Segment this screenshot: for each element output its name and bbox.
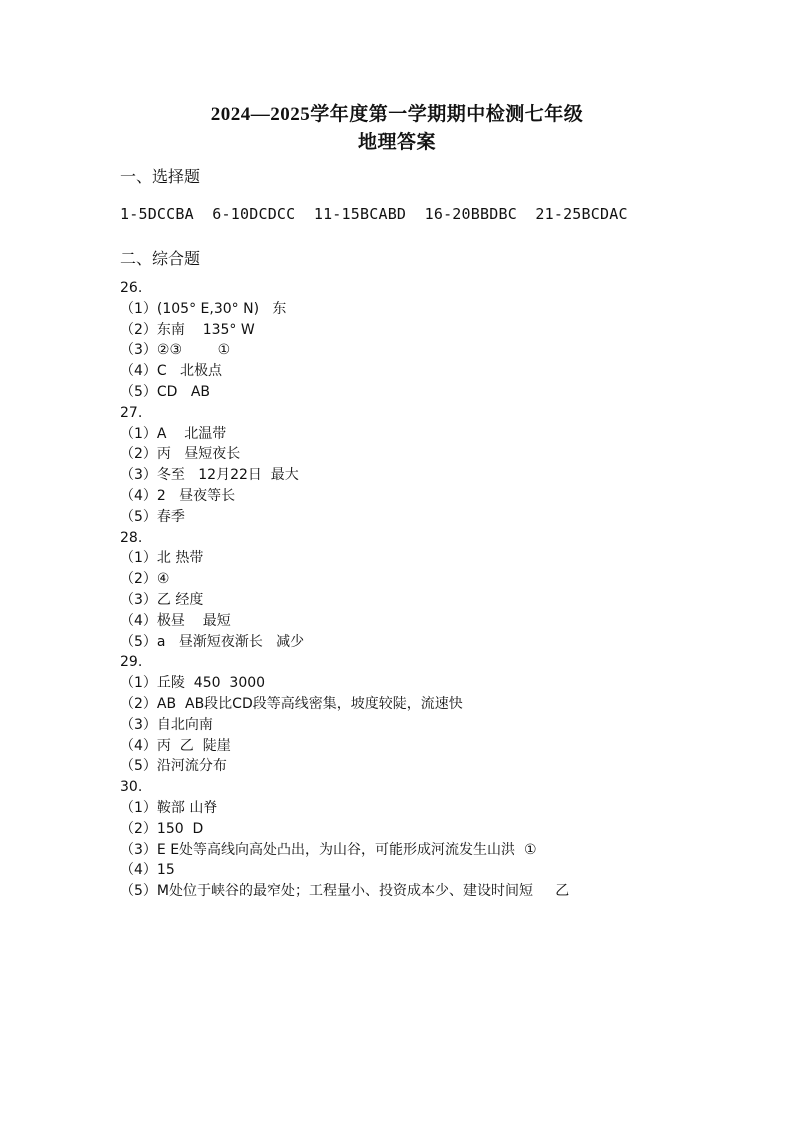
- page-subtitle: 地理答案: [357, 132, 436, 153]
- answer-line: （3）E E处等高线向高处凸出，为山谷，可能形成河流发生山洪 ①: [120, 841, 537, 858]
- answer-line: （1）(105° E,30° N) 东: [120, 300, 287, 317]
- choice-answers: 1-5DCCBA 6-10DCDCC 11-15BCABD 16-20BBDBC 21-25BCDAC: [120, 205, 628, 223]
- answer-line: （2）丙 昼短夜长: [120, 446, 241, 463]
- answer-line: （2）东南 135° W: [120, 321, 255, 338]
- answer-line: （2）150 D: [120, 820, 204, 837]
- question-number: 29.: [120, 654, 143, 671]
- answer-line: （1）A 北温带: [120, 425, 227, 442]
- answer-line: （1）丘陵 450 3000: [120, 675, 266, 692]
- section-heading-comprehensive: 二、综合题: [120, 249, 201, 268]
- answer-line: （5）M处位于峡谷的最窄处；工程量小、投资成本少、建设时间短 乙: [120, 883, 570, 900]
- section-heading-choice: 一、选择题: [120, 167, 201, 186]
- answer-line: （2）AB AB段比CD段等高线密集，坡度较陡，流速快: [120, 695, 463, 712]
- answer-line: （1）北 热带: [120, 550, 204, 567]
- answer-line: （5）a 昼渐短夜渐长 减少: [120, 633, 305, 650]
- answer-line: （3）自北向南: [120, 716, 213, 733]
- answer-line: （4）C 北极点: [120, 363, 223, 380]
- answer-line: （1）鞍部 山脊: [120, 799, 218, 816]
- answer-line: （3）②③ ①: [120, 342, 231, 359]
- answer-line: （5）春季: [120, 508, 185, 525]
- answer-line: （4）2 昼夜等长: [120, 487, 236, 504]
- comprehensive-answers: [120, 278, 760, 902]
- question-number: 27.: [120, 404, 143, 421]
- answer-line: （3）冬至 12月22日 最大: [120, 467, 299, 484]
- question-number: 26.: [120, 280, 143, 296]
- answer-line: （5）CD AB: [120, 383, 210, 400]
- answer-line: （4）丙 乙 陡崖: [120, 737, 231, 754]
- question-number: 28.: [120, 529, 143, 546]
- answer-line: （3）乙 经度: [120, 591, 204, 608]
- answer-line: （4）极昼 最短: [120, 612, 231, 629]
- answer-line: （2）④: [120, 571, 170, 588]
- page-title: 2024—2025学年度第一学期期中检测七年级: [210, 104, 584, 125]
- question-number: 30.: [120, 779, 143, 796]
- answer-line: （5）沿河流分布: [120, 758, 227, 775]
- answer-line: （4）15: [120, 862, 175, 879]
